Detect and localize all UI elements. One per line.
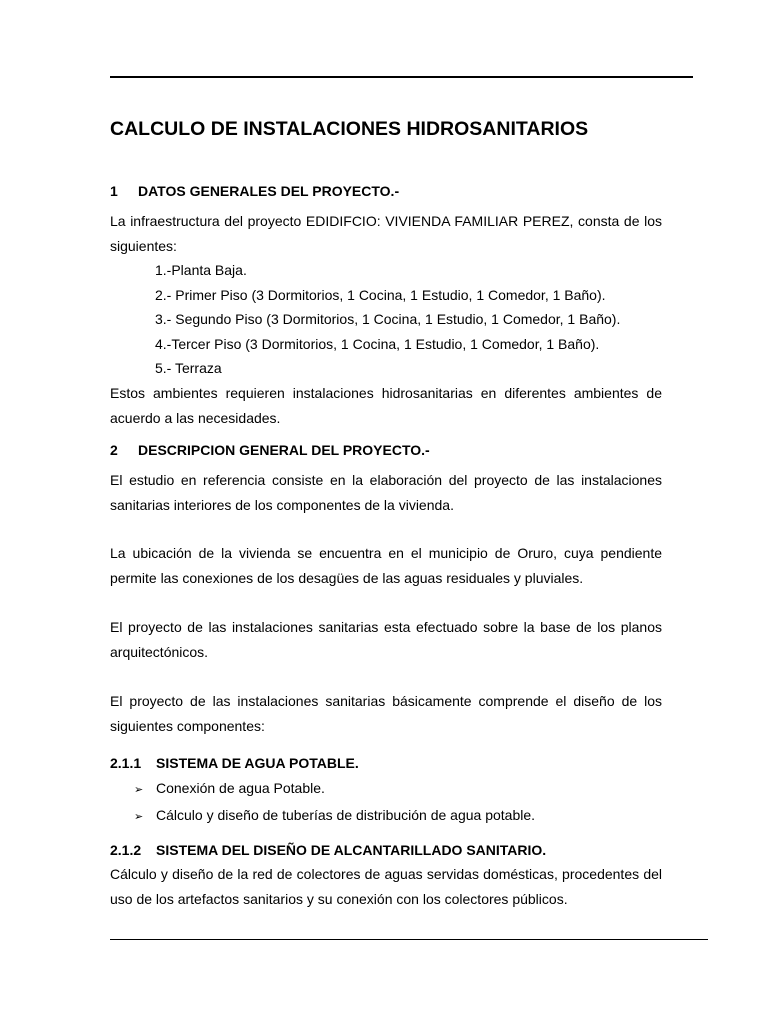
section-2-title: DESCRIPCION GENERAL DEL PROYECTO.- <box>138 442 430 458</box>
list-item <box>134 776 535 803</box>
section-1-title: DATOS GENERALES DEL PROYECTO.- <box>138 183 400 199</box>
section-2-heading <box>110 440 430 460</box>
paragraph-line: arquitectónicos. <box>110 643 209 660</box>
section-2-number: 2 <box>110 442 118 458</box>
list-item <box>134 803 535 830</box>
section-1-heading <box>110 181 399 201</box>
section-2-paragraph-1 <box>110 468 662 517</box>
arrow-bullet-icon: ➢ <box>134 810 144 823</box>
section-2-1-2-number: 2.1.2 <box>110 842 142 858</box>
paragraph-line: siguientes: <box>110 237 177 254</box>
arrow-bullet-icon: ➢ <box>134 784 144 796</box>
paragraph-line: uso de los artefactos sanitarios y su conexión con los colectores públicos. <box>110 890 568 907</box>
list-item: 4.-Tercer Piso (3 Dormitorios, 1 Cocina, 1 Estudio, 1 Comedor, 1 Baño). <box>155 335 600 352</box>
list-item: 3.- Segundo Piso (3 Dormitorios, 1 Cocina, 1 Estudio, 1 Comedor, 1 Baño). <box>155 311 621 327</box>
section-2-1-2-title: SISTEMA DEL DISEÑO DE ALCANTARILLADO SANITARIO. <box>156 842 547 858</box>
paragraph-line: permite las conexiones de los desagües de las aguas residuales y pluviales. <box>110 569 584 586</box>
list-item-text: Cálculo y diseño de tuberías de distribución de agua potable. <box>156 806 536 823</box>
section-1-intro <box>110 209 662 258</box>
paragraph-line: sanitarias interiores de los componentes de la vivienda. <box>110 496 454 513</box>
section-2-paragraph-4 <box>110 689 662 738</box>
list-item-text: Conexión de agua Potable. <box>156 780 325 796</box>
list-item: 2.- Primer Piso (3 Dormitorios, 1 Cocina, 1 Estudio, 1 Comedor, 1 Baño). <box>155 286 606 303</box>
bullet-list <box>134 776 535 829</box>
paragraph-line: La ubicación de la vivienda se encuentra en el municipio de Oruro, cuya pendiente <box>110 545 662 561</box>
section-2-1-2-heading <box>110 840 546 860</box>
footer-rule <box>110 939 708 940</box>
paragraph-line: La infraestructura del proyecto EDIDIFCIO: VIVIENDA FAMILIAR PEREZ, consta de los <box>110 213 662 229</box>
paragraph-line: Estos ambientes requieren instalaciones hidrosanitarias en diferentes ambientes de <box>110 385 662 401</box>
section-2-1-2-paragraph <box>110 862 662 911</box>
section-1-outro <box>110 381 662 430</box>
paragraph-line: acuerdo a las necesidades. <box>110 409 281 426</box>
section-1-number: 1 <box>110 183 118 199</box>
paragraph-line: El estudio en referencia consiste en la elaboración del proyecto de las instalaciones <box>110 472 662 488</box>
header-rule <box>110 76 693 78</box>
section-2-1-1-heading <box>110 753 359 773</box>
list-item: 1.-Planta Baja. <box>155 262 247 278</box>
document-title: CALCULO DE INSTALACIONES HIDROSANITARIOS <box>110 118 589 140</box>
floor-list <box>155 258 620 381</box>
section-2-1-1-title: SISTEMA DE AGUA POTABLE. <box>156 755 359 771</box>
section-2-1-1-number: 2.1.1 <box>110 755 142 771</box>
paragraph-line: El proyecto de las instalaciones sanitarias básicamente comprende el diseño de los <box>110 693 662 709</box>
paragraph-line: siguientes componentes: <box>110 717 265 734</box>
list-item: 5.- Terraza <box>155 360 222 376</box>
paragraph-line: El proyecto de las instalaciones sanitarias esta efectuado sobre la base de los planos <box>110 619 662 635</box>
paragraph-line: Cálculo y diseño de la red de colectores de aguas servidas domésticas, procedentes del <box>110 866 662 882</box>
section-2-paragraph-3 <box>110 615 662 664</box>
section-2-paragraph-2 <box>110 541 662 590</box>
